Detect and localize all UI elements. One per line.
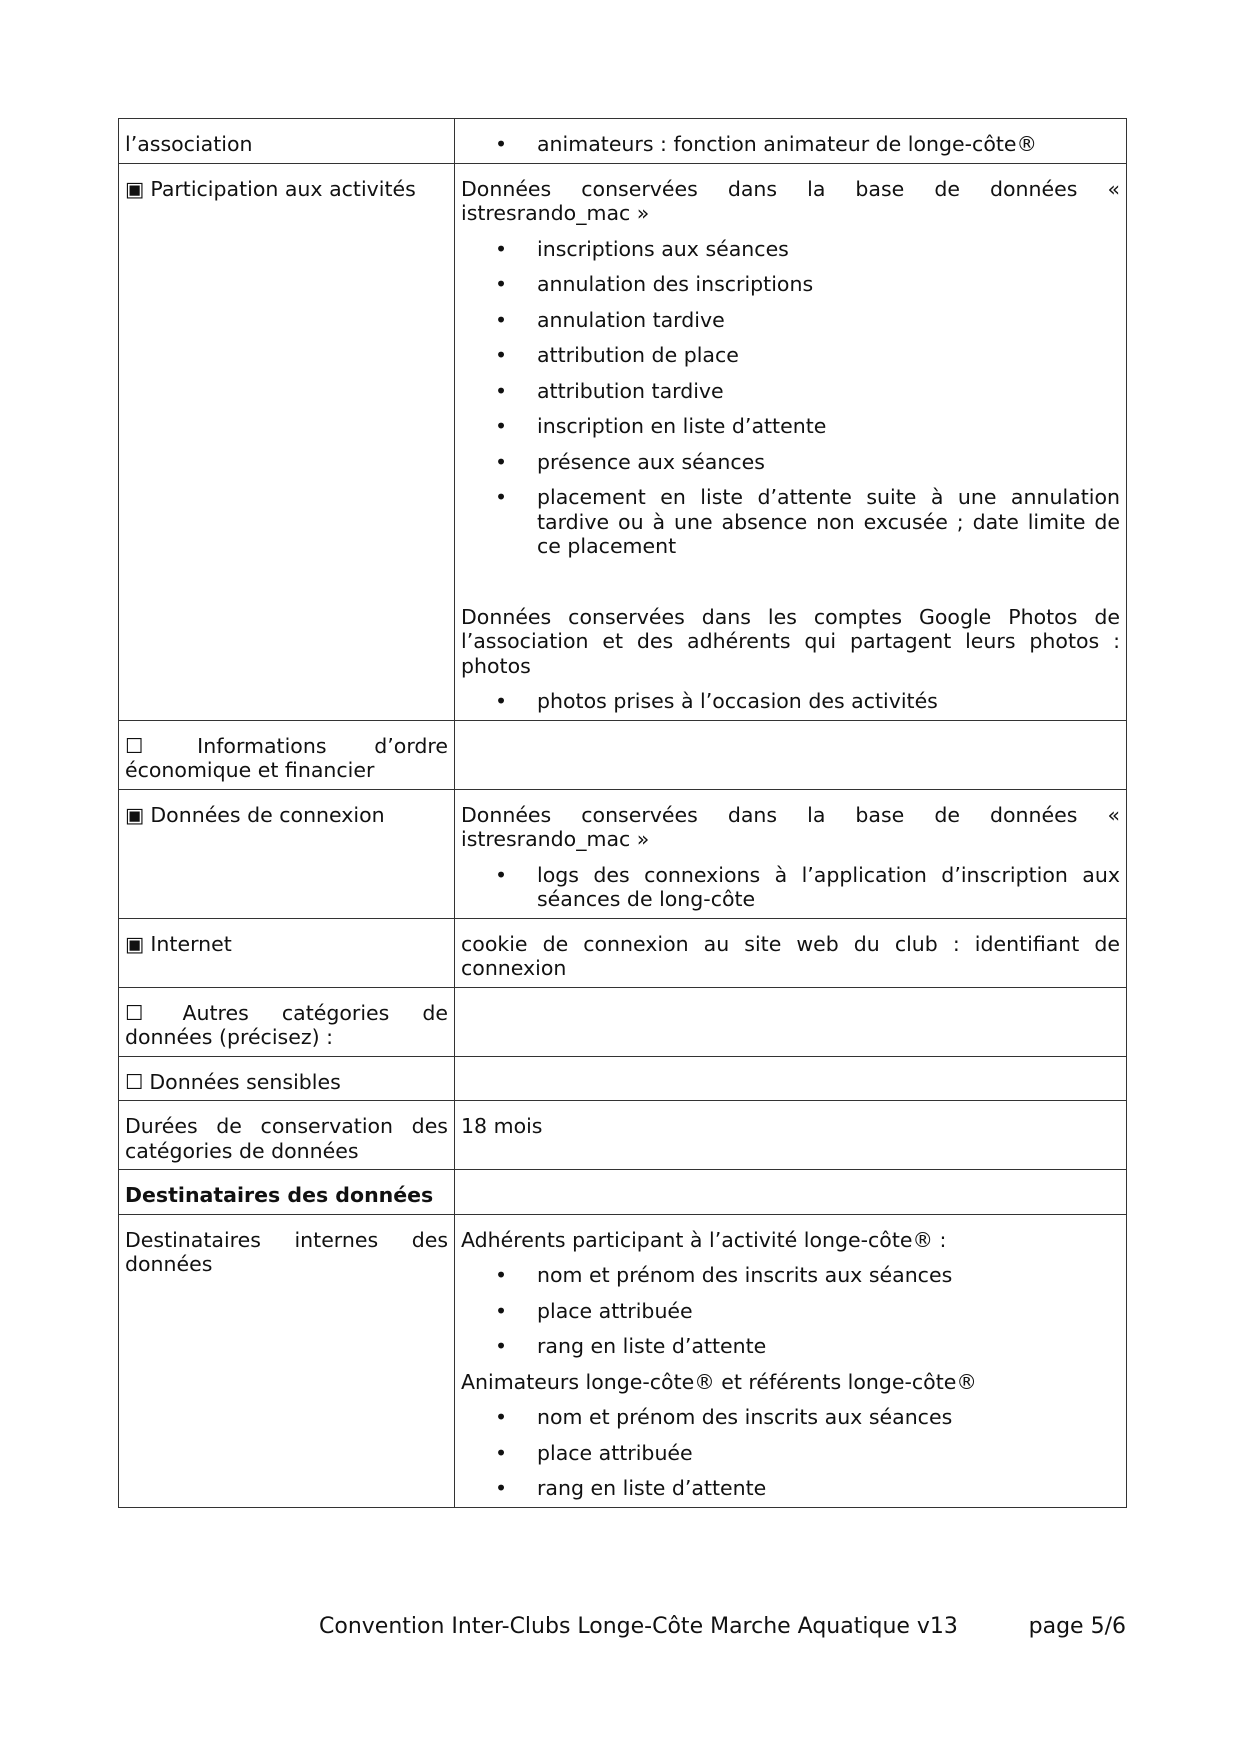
row-label: Destinataires internes des données (125, 1227, 448, 1276)
list-item: • placement en liste d’attente suite à une annulation tardive ou à une absence non excusée ; date limite de ce placement (461, 485, 1120, 559)
table-row (119, 987, 1127, 1056)
row-label-cell (119, 163, 455, 720)
list-item: • photos prises à l’occasion des activités (461, 689, 1120, 714)
row-label-cell (119, 789, 455, 918)
table-row (119, 163, 1127, 720)
storage-intro: Données conservées dans la base de données « istresrando_mac » (461, 176, 1120, 225)
row-label-cell (119, 987, 455, 1056)
list-item: • place attribuée (461, 1441, 1120, 1466)
row-label-cell (119, 119, 455, 164)
page-number: page 5/6 (1028, 1614, 1126, 1639)
row-label: Internet (150, 931, 232, 956)
row-label: l’association (125, 132, 253, 156)
section-heading: Destinataires des données (125, 1183, 434, 1207)
table-row (119, 1056, 1127, 1101)
list-item: • inscription en liste d’attente (461, 414, 1120, 439)
list-item: • annulation des inscriptions (461, 272, 1120, 297)
row-content-cell (455, 1056, 1127, 1101)
list-item: • annulation tardive (461, 308, 1120, 333)
row-label: Durées de conservation des catégories de données (125, 1114, 448, 1163)
row-label: Participation aux activités (150, 176, 416, 201)
checkbox-empty-icon: ☐ (125, 1069, 144, 1094)
row-text: 18 mois (461, 1114, 543, 1138)
table-row (119, 918, 1127, 987)
row-content-cell (455, 163, 1127, 720)
recipients-group-title: Adhérents participant à l’activité longe-côte® : (461, 1227, 947, 1252)
list-item: • place attribuée (461, 1299, 1120, 1324)
list-item: • inscriptions aux séances (461, 237, 1120, 262)
list-item: • nom et prénom des inscrits aux séances (461, 1405, 1120, 1430)
checkbox-checked-icon: ▣ (125, 802, 145, 827)
row-label-cell (119, 1056, 455, 1101)
row-content-cell (455, 720, 1127, 789)
storage-intro: Données conservées dans la base de données « istresrando_mac » (461, 802, 1120, 851)
row-text: cookie de connexion au site web du club : identifiant de connexion (461, 931, 1120, 980)
table-row (119, 1170, 1127, 1215)
row-label-cell (119, 1214, 455, 1507)
row-content-cell (455, 1101, 1127, 1170)
list-item: • nom et prénom des inscrits aux séances (461, 1263, 1120, 1288)
row-content-cell (455, 918, 1127, 987)
list-item: • rang en liste d’attente (461, 1334, 1120, 1359)
list-item: • logs des connexions à l’application d’inscription aux séances de long-côte (461, 863, 1120, 912)
row-label-cell (119, 720, 455, 789)
row-label-cell (119, 1101, 455, 1170)
checkbox-empty-icon: ☐ (125, 1000, 144, 1025)
row-label: Données sensibles (149, 1069, 341, 1094)
row-content-cell (455, 119, 1127, 164)
row-content-cell (455, 1170, 1127, 1215)
data-processing-table (118, 118, 1127, 1508)
checkbox-checked-icon: ▣ (125, 931, 145, 956)
row-label-cell (119, 918, 455, 987)
footer-title: Convention Inter-Clubs Longe-Côte Marche Aquatique v13 (319, 1614, 958, 1639)
row-content-cell (455, 1214, 1127, 1507)
checkbox-empty-icon: ☐ (125, 733, 144, 758)
row-content-cell (455, 987, 1127, 1056)
list-item: • présence aux séances (461, 450, 1120, 475)
row-content-cell (455, 789, 1127, 918)
row-label: Informations d’ordre économique et financier (125, 733, 448, 782)
row-label: Autres catégories de données (précisez) : (125, 1000, 448, 1049)
list-item: • animateurs : fonction animateur de longe-côte® (461, 132, 1120, 157)
table-row (119, 1214, 1127, 1507)
storage-intro-photos: Données conservées dans les comptes Google Photos de l’association et des adhérents qui partagent leurs photos : photos (461, 604, 1120, 678)
table-row (119, 1101, 1127, 1170)
list-item: • rang en liste d’attente (461, 1476, 1120, 1501)
table-row (119, 720, 1127, 789)
row-label: Données de connexion (150, 802, 385, 827)
checkbox-checked-icon: ▣ (125, 176, 145, 201)
recipients-group-title: Animateurs longe-côte® et référents longe-côte® (461, 1369, 977, 1394)
table-row (119, 789, 1127, 918)
list-item: • attribution tardive (461, 379, 1120, 404)
table-row (119, 119, 1127, 164)
section-heading-cell (119, 1170, 455, 1215)
list-item: • attribution de place (461, 343, 1120, 368)
